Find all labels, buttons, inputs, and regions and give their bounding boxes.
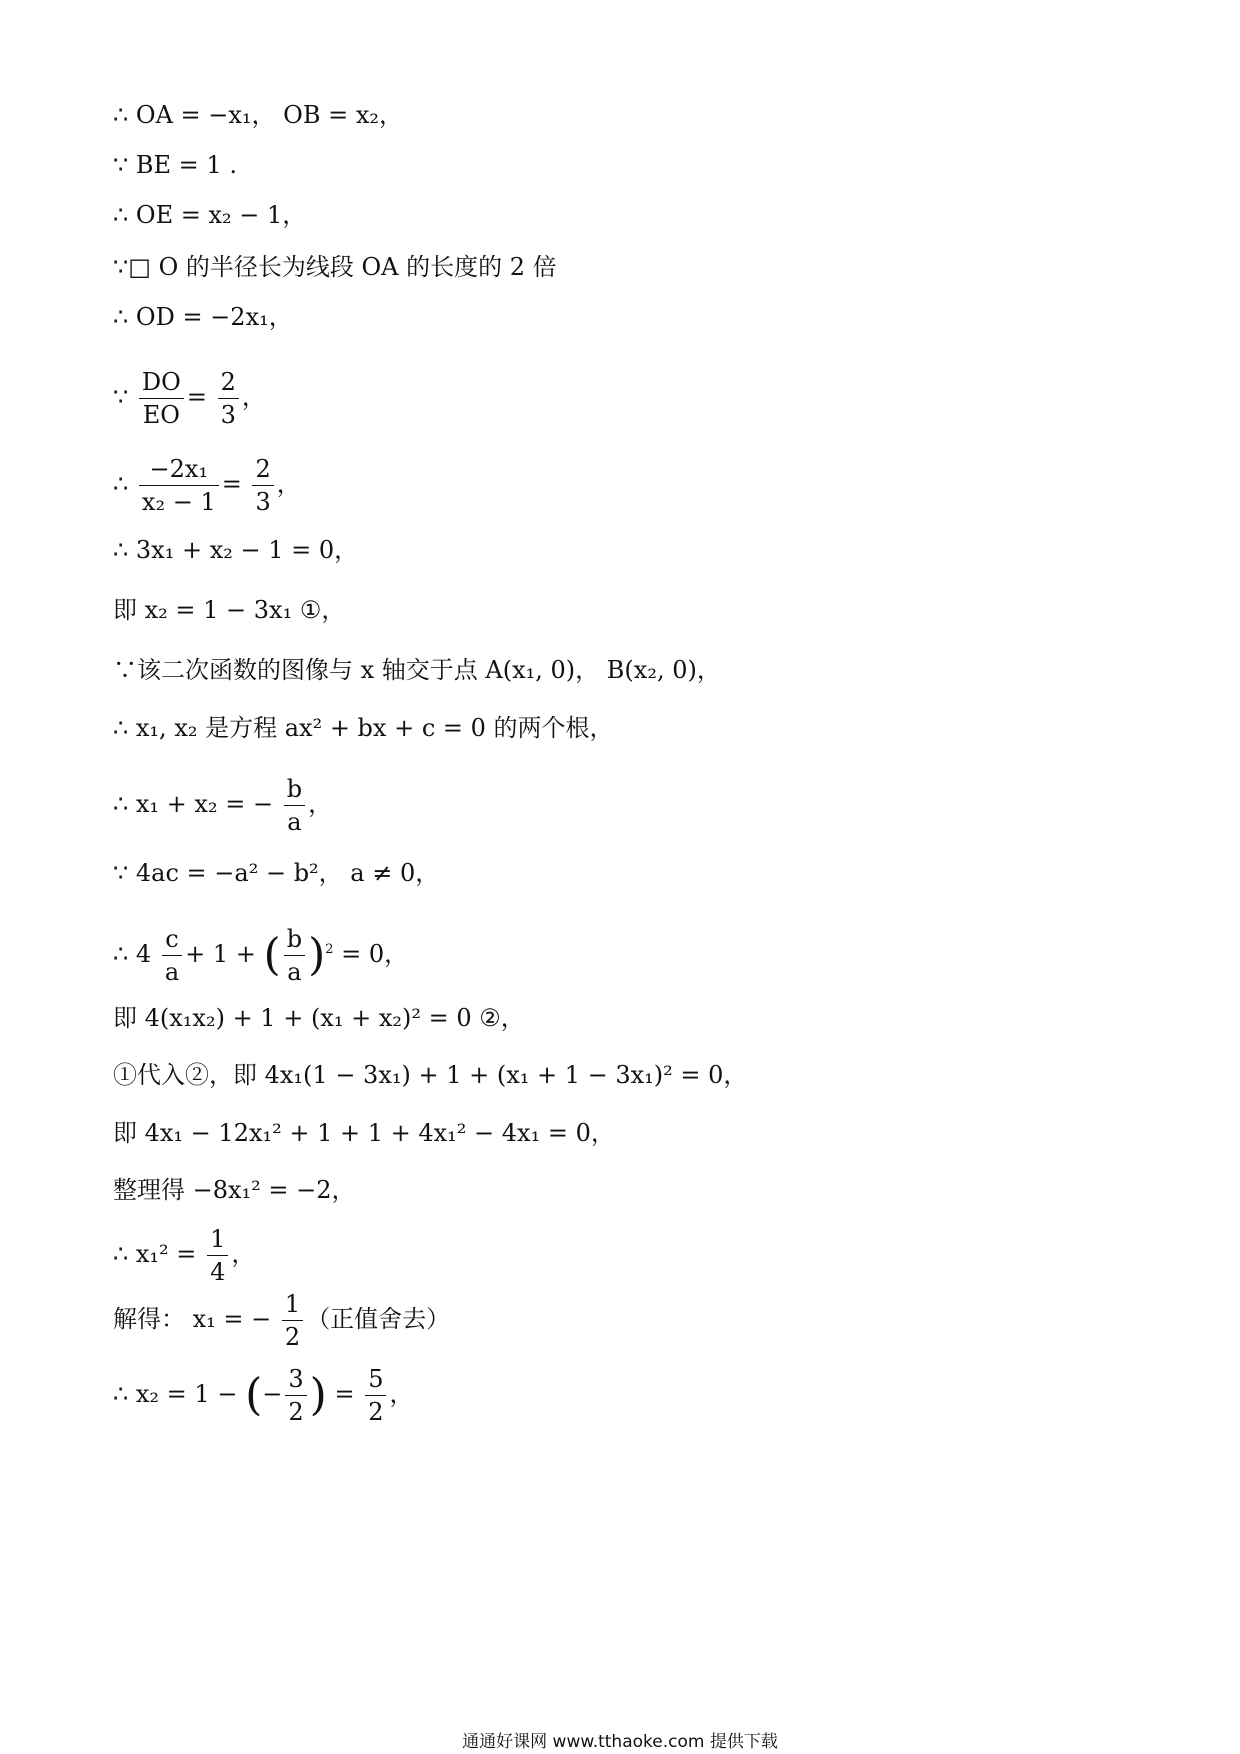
line-3: ∴ OE = x₂ − 1， — [113, 201, 307, 229]
fraction-b-a — [284, 925, 305, 986]
fraction-denominator: a — [287, 958, 302, 986]
fraction-b-a — [284, 775, 305, 836]
line-4: ∵□ O 的半径长为线段 OA 的长度的 2 倍 — [113, 253, 557, 281]
line-21 — [113, 1365, 413, 1426]
footer-source-text: 通通好课网 www.tthaoke.com 提供下载 — [462, 1732, 778, 1752]
fraction-do-eo — [139, 368, 184, 429]
line-8: ∴ 3x₁ + x₂ − 1 = 0， — [113, 536, 359, 564]
line-7: ∴ $\frac{\text{−2x₁}}{\text{x₂ − 1}}$ = $\frac{2}{3}$ ， — [113, 455, 301, 516]
line-2: ∵ BE = 1 . — [113, 151, 237, 179]
line-20-suffix: （正值舍去） — [306, 1305, 451, 1333]
fraction-rhs — [252, 455, 273, 516]
line-19 — [113, 1225, 255, 1286]
fraction-numerator: 3 — [285, 1365, 306, 1396]
fraction-numerator: 5 — [365, 1365, 386, 1396]
line-16: ①代入②，即 4x₁(1 − 3x₁) + 1 + (x₁ + 1 − 3x₁)² = 0， — [113, 1061, 748, 1089]
fraction-3-2 — [285, 1365, 306, 1426]
fraction-denominator: a — [164, 958, 180, 986]
fraction-numerator: 1 — [207, 1225, 228, 1256]
right-paren: ) — [309, 1369, 327, 1421]
line-14: ∴ 4 $\frac{c}{a}$ + 1 + ( $\frac{b}{a}$ )$^2$ = 0， — [113, 925, 409, 986]
line-21-suffix: ， — [389, 1380, 414, 1408]
line-6-suffix: ， — [241, 383, 266, 411]
fraction-denominator: 3 — [255, 488, 271, 516]
right-paren: ) — [308, 929, 326, 981]
fraction-c-a — [162, 925, 182, 986]
line-11: ∴ x₁, x₂ 是方程 ax² + bx + c = 0 的两个根， — [113, 714, 614, 742]
fraction-denominator: 2 — [284, 1323, 301, 1351]
left-paren: ( — [245, 1369, 263, 1421]
line-18: 整理得 −8x₁² = −2， — [113, 1176, 356, 1204]
line-12-prefix: ∴ x₁ + x₂ = − — [113, 790, 274, 818]
line-19-suffix: ， — [231, 1240, 256, 1268]
fraction-numerator: 2 — [252, 455, 273, 486]
fraction-numerator: DO — [139, 368, 184, 399]
fraction-numerator: b — [284, 925, 305, 956]
line-7-prefix: ∴ — [113, 470, 129, 498]
fraction-denominator: 2 — [288, 1398, 304, 1426]
fraction-denominator: EO — [142, 401, 180, 429]
fraction-lhs — [139, 455, 219, 516]
line-7-suffix: ， — [276, 470, 301, 498]
line-17: 即 4x₁ − 12x₁² + 1 + 1 + 4x₁² − 4x₁ = 0， — [113, 1119, 615, 1147]
line-13: ∵ 4ac = −a² − b²， a ≠ 0， — [113, 859, 440, 887]
fraction-1-4 — [207, 1225, 228, 1286]
fraction-numerator: b — [284, 775, 305, 806]
line-12-suffix: ， — [308, 790, 333, 818]
fraction-1-2 — [282, 1290, 303, 1351]
line-20-prefix: 解得： x₁ = − — [113, 1305, 272, 1333]
left-paren: ( — [263, 929, 281, 981]
fraction-numerator: 2 — [218, 368, 239, 399]
fraction-rhs — [218, 368, 239, 429]
line-12 — [113, 775, 332, 836]
line-15: 即 4(x₁x₂) + 1 + (x₁ + x₂)² = 0 ②， — [113, 1004, 525, 1032]
line-14-mid: + 1 + — [185, 940, 256, 968]
line-14-suffix: = 0， — [333, 940, 409, 968]
line-21-mid: = — [334, 1380, 355, 1408]
line-1: ∴ OA = −x₁， OB = x₂， — [113, 101, 404, 129]
fraction-denominator: a — [287, 808, 302, 836]
line-20 — [113, 1290, 450, 1351]
line-10: ∵该二次函数的图像与 x 轴交于点 A(x₁, 0)， B(x₂, 0)， — [113, 656, 721, 684]
line-21-prefix: ∴ x₂ = 1 − — [113, 1380, 238, 1408]
line-6-prefix: ∵ — [113, 383, 129, 411]
fraction-numerator: −2x₁ — [139, 455, 219, 486]
fraction-denominator: 2 — [368, 1398, 384, 1426]
fraction-denominator: 3 — [220, 401, 236, 429]
line-19-prefix: ∴ x₁² = — [113, 1240, 197, 1268]
fraction-numerator: 1 — [282, 1290, 303, 1321]
line-5: ∴ OD = −2x₁， — [113, 303, 293, 331]
line-14-prefix: ∴ 4 — [113, 940, 152, 968]
fraction-denominator: x₂ − 1 — [141, 488, 216, 516]
paren-prefix: − — [262, 1380, 283, 1408]
fraction-5-2 — [365, 1365, 386, 1426]
line-9: 即 x₂ = 1 − 3x₁ ①， — [113, 596, 346, 624]
fraction-numerator: c — [162, 925, 182, 956]
fraction-denominator: 4 — [210, 1258, 226, 1286]
line-6: ∵ $\frac{DO}{EO}$ = $\frac{2}{3}$ ， — [113, 368, 266, 429]
